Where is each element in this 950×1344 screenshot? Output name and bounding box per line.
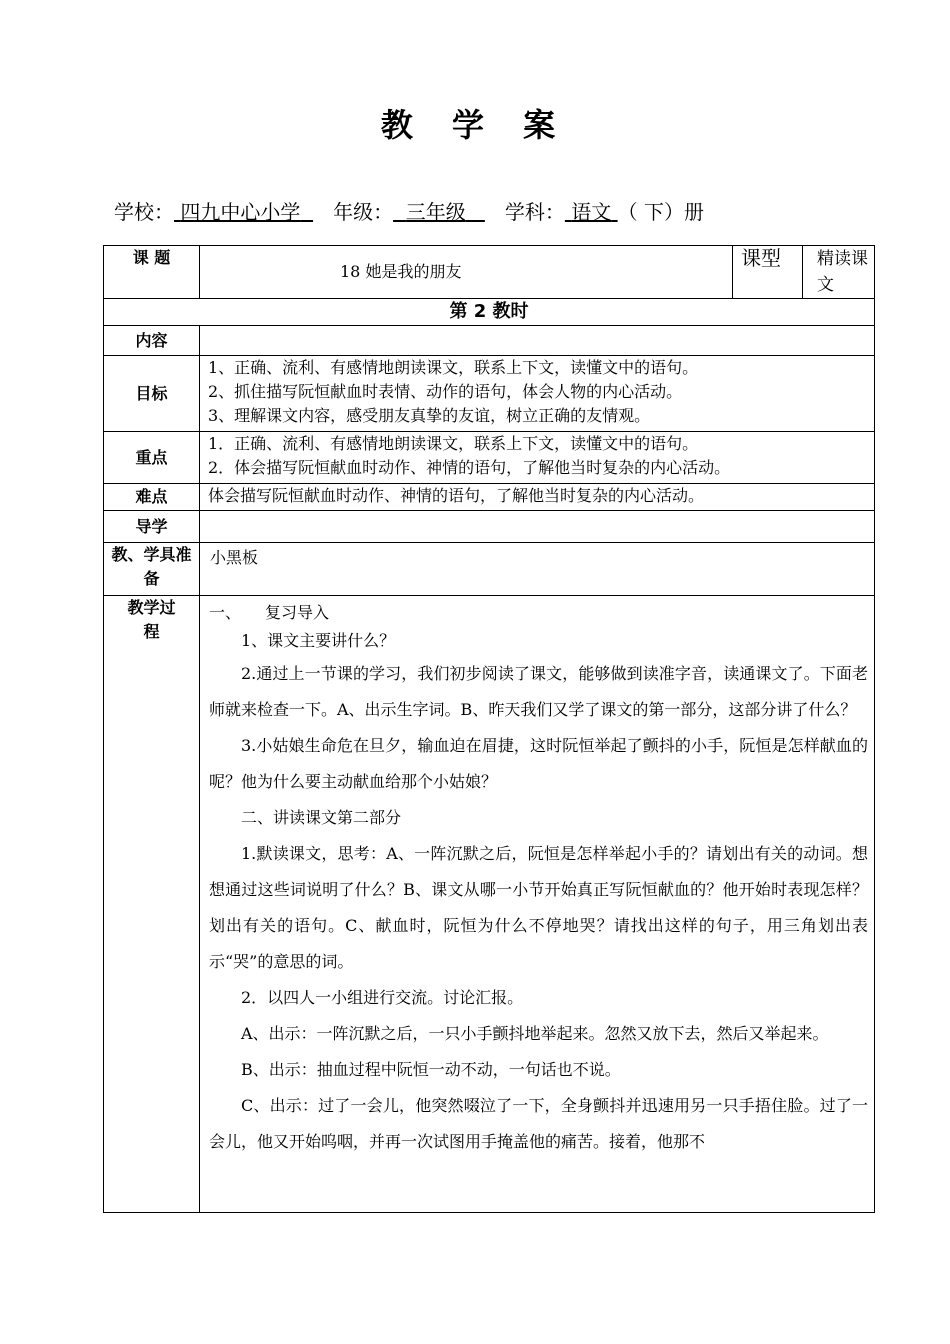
process-paragraph: 二、讲读课文第二部分 <box>241 808 402 827</box>
difficulty-row <box>104 484 875 511</box>
type-label: 课型 <box>733 246 803 299</box>
goal-item: 3、理解课文内容，感受朋友真挚的友谊，树立正确的友情观。 <box>208 406 651 425</box>
goal-item: 1、正确、流利、有感情地朗读课文，联系上下文，读懂文中的语句。 <box>208 358 699 377</box>
process-paragraph: 2．以四人一小组进行交流。讨论汇报。 <box>241 988 524 1007</box>
process-paragraph: C、出示：过了一会儿，他突然啜泣了一下，全身颤抖并迅速用另一只手捂住脸。过了一会儿，他又开始呜咽，并再一次试图用手掩盖他的痛苦。接着，他那不 <box>209 1096 868 1151</box>
prep-label: 教、学具准备 <box>104 543 200 596</box>
grade-value: 三年级 <box>405 200 466 224</box>
guide-row <box>104 511 875 543</box>
process-content <box>200 596 875 1213</box>
difficulty-value: 体会描写阮恒献血时动作、神情的语句，了解他当时复杂的内心活动。 <box>200 484 875 511</box>
goal-label: 目标 <box>104 356 200 432</box>
process-label: 教学过程 <box>104 596 200 1213</box>
header-info <box>114 196 704 225</box>
key-row <box>104 432 875 484</box>
page-title: 教 学 案 <box>380 106 570 144</box>
process-row <box>104 596 875 1213</box>
subject-label: 学科： <box>504 200 565 224</box>
volume-text: （ 下）册 <box>617 200 704 224</box>
guide-label: 导学 <box>104 511 200 543</box>
prep-value: 小黑板 <box>200 543 875 596</box>
process-paragraph: B、出示：抽血过程中阮恒一动不动，一句话也不说。 <box>241 1060 621 1079</box>
goal-list <box>200 356 875 432</box>
topic-row <box>104 246 875 299</box>
key-list <box>200 432 875 484</box>
process-paragraph: 1、课文主要讲什么？ <box>241 631 396 650</box>
content-value <box>200 326 875 356</box>
topic-label: 课 题 <box>104 246 200 299</box>
key-label: 重点 <box>104 432 200 484</box>
content-label: 内容 <box>104 326 200 356</box>
type-value: 精读课文 <box>803 246 875 299</box>
subject-value: 语文 <box>571 200 612 224</box>
content-row <box>104 326 875 356</box>
topic-value: 18 她是我的朋友 <box>200 246 733 299</box>
key-item: 2．体会描写阮恒献血时动作、神情的语句，了解他当时复杂的内心活动。 <box>208 458 731 477</box>
process-paragraph: 3.小姑娘生命危在旦夕，输血迫在眉捷，这时阮恒举起了颤抖的小手，阮恒是怎样献血的呢？他为什么要主动献血给那个小姑娘？ <box>209 736 868 791</box>
session-row <box>104 299 875 326</box>
session-label: 第 2 教时 <box>104 299 875 326</box>
process-paragraph: 2.通过上一节课的学习，我们初步阅读了课文，能够做到读准字音，读通课文了。下面老师就来检查一下。A、出示生字词。B、昨天我们又学了课文的第一部分，这部分讲了什么？ <box>209 664 868 719</box>
goal-row <box>104 356 875 432</box>
school-label: 学校： <box>114 200 174 224</box>
guide-value <box>200 511 875 543</box>
key-item: 1．正确、流利、有感情地朗读课文，联系上下文，读懂文中的语句。 <box>208 434 699 453</box>
difficulty-label: 难点 <box>104 484 200 511</box>
process-paragraph: A、出示：一阵沉默之后，一只小手颤抖地举起来。忽然又放下去，然后又举起来。 <box>241 1024 829 1043</box>
lesson-plan-table <box>103 245 875 1213</box>
grade-label: 年级： <box>333 200 394 224</box>
process-paragraph: 一、 复习导入 <box>209 603 330 622</box>
school-value: 四九中心小学 <box>180 200 301 224</box>
process-paragraph: 1.默读课文，思考：A、一阵沉默之后，阮恒是怎样举起小手的？请划出有关的动词。想想通过这些词说明了什么？B、课文从哪一小节开始真正写阮恒献血的？他开始时表现怎样？划出有关的语句。C、献血时，阮恒为什么不停地哭？请找出这样的句子，用三角划出表示“哭”的意思的词。 <box>209 844 868 971</box>
goal-item: 2、抓住描写阮恒献血时表情、动作的语句，体会人物的内心活动。 <box>208 382 683 401</box>
prep-row <box>104 543 875 596</box>
